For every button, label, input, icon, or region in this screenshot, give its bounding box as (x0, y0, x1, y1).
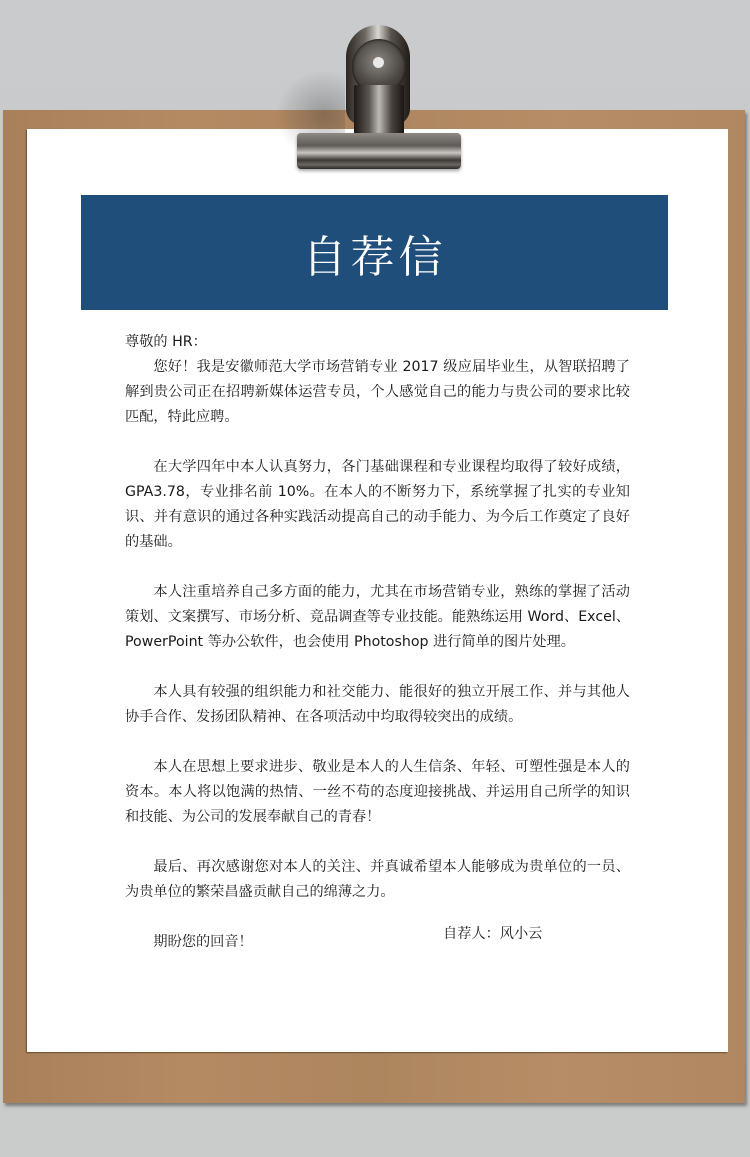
paragraph-skills: 本人注重培养自己多方面的能力，尤其在市场营销专业，熟练的掌握了活动策划、文案撰写、市场分析、竞品调查等专业技能。能熟练运用 Word、Excel、PowerPoint 等办公软件，也会使用 Photoshop 进行简单的图片处理。 (125, 584, 630, 650)
paragraph-teamwork: 本人具有较强的组织能力和社交能力、能很好的独立开展工作、并与其他人协手合作、发扬团队精神、在各项活动中均取得较突出的成绩。 (125, 684, 630, 725)
paragraph-attitude: 本人在思想上要求进步、敬业是本人的人生信条、年轻、可塑性强是本人的资本。本人将以饱满的热情、一丝不苟的态度迎接挑战、并运用自己所学的知识和技能、为公司的发展奉献自己的青春！ (125, 759, 630, 825)
letter-body (125, 330, 630, 955)
title-banner (81, 195, 668, 310)
paragraph-closing: 最后、再次感谢您对本人的关注、并真诚希望本人能够成为贵单位的一员、为贵单位的繁荣昌盛贡献自己的绵薄之力。 (125, 859, 630, 900)
paragraph-academics: 在大学四年中本人认真努力，各门基础课程和专业课程均取得了较好成绩，GPA3.78，专业排名前 10%。在本人的不断努力下，系统掌握了扎实的专业知识、并有意识的通过各种实践活动提高自己的动手能力、为今后工作奠定了良好的基础。 (125, 459, 630, 550)
signature: 自荐人：风小云 (443, 926, 543, 942)
clip-stem (354, 85, 404, 138)
salutation: 尊敬的 HR： (125, 334, 207, 350)
page-title: 自荐信 (302, 231, 447, 283)
paragraph-intro: 您好！我是安徽师范大学市场营销专业 2017 级应届毕业生，从智联招聘了解到贵公司正在招聘新媒体运营专员，个人感觉自己的能力与贵公司的要求比较匹配，特此应聘。 (125, 359, 630, 425)
paragraph-await-reply: 期盼您的回音！ (153, 934, 253, 950)
clip-base (297, 133, 461, 169)
clip-hole (373, 57, 384, 68)
